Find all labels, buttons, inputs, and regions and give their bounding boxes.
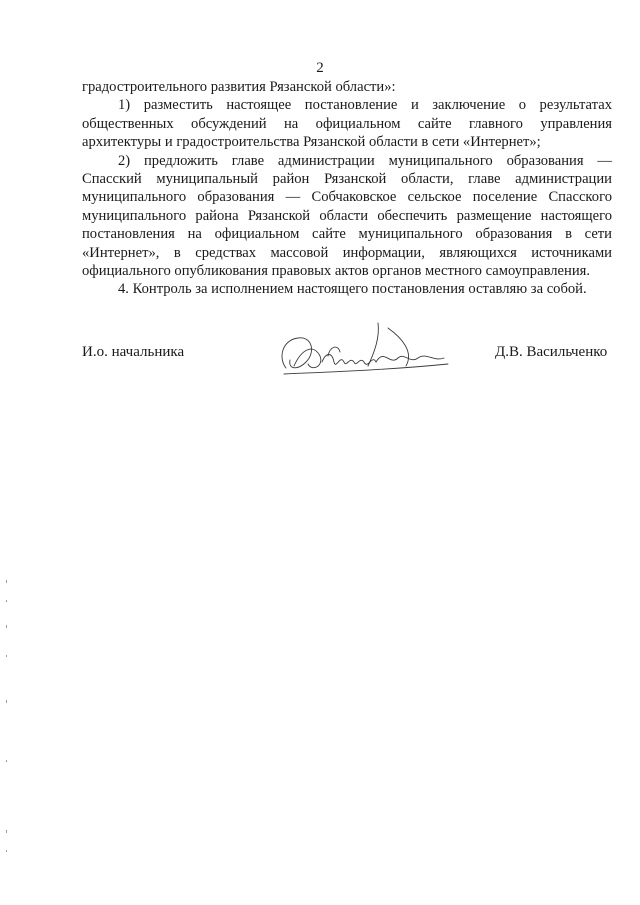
paragraph-item-4: 4. Контроль за исполнением настоящего постановления оставляю за собой. bbox=[118, 281, 587, 298]
paragraph-continuation: градостроительного развития Рязанской области»: bbox=[82, 79, 396, 95]
paragraph-item-1: 1) разместить настоящее постановление и заключение о результатах общественных обсуждений на официальном сайте главного управления архитектуры и градостроительства Рязанской области в сети «Интернет»; bbox=[82, 97, 612, 151]
paragraph-item-2: 2) предложить главе администрации муниципального образования — Спасский муниципальный район Рязанской области, главе администрации муниципального образования — Собчаковское сельское поселение Спасского муниципального района Рязанской области обеспечить размещение настоящего постановления на официальном сайте муниципального образования в сети «Интернет», в средствах массовой информации, являющихся источниками официального опубликования правовых актов органов местного самоуправления. bbox=[82, 152, 612, 280]
scan-margin-artifact bbox=[4, 580, 10, 880]
handwritten-signature bbox=[268, 318, 468, 388]
signer-name: Д.В. Васильченко bbox=[495, 344, 608, 360]
signer-position: И.о. начальника bbox=[82, 344, 185, 360]
document-body bbox=[82, 78, 612, 299]
page-number: 2 bbox=[316, 60, 324, 76]
